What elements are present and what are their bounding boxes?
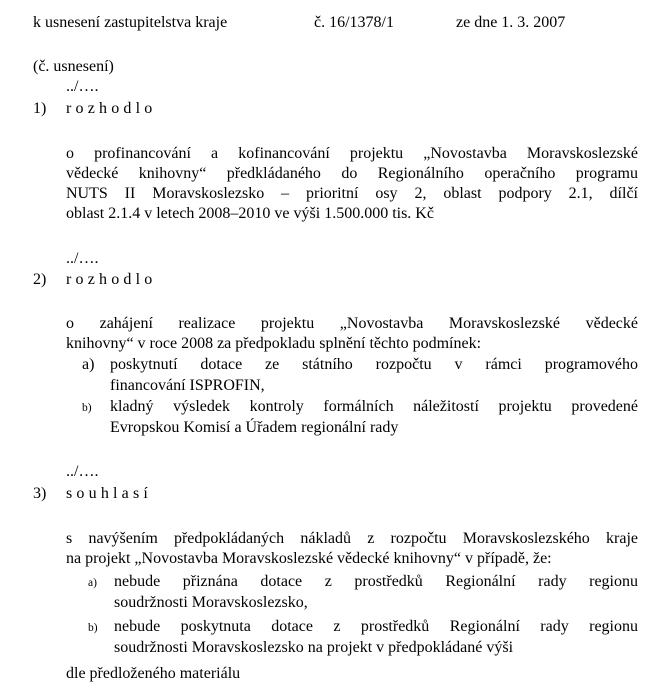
section-3-item-b-marker: b) xyxy=(88,622,98,634)
section-2-dots: ../…. xyxy=(66,250,99,267)
section-2-item-b-marker: b) xyxy=(82,402,92,414)
section-2-item-a-line-1: poskytnutí dotace ze státního rozpočtu v rámci programového xyxy=(110,356,638,373)
section-1-verb: rozhodlo xyxy=(66,100,157,117)
section-3-number: 3) xyxy=(33,485,47,502)
section-1-line-1: o profinancování a kofinancování projektu „Novostavba Moravskoslezské xyxy=(66,145,638,162)
section-2-item-b-line-2: Evropskou Komisí a Úřadem regionální rady xyxy=(110,419,399,436)
section-3-item-a-line-1: nebude přiznána dotace z prostředků Regionální rady regionu xyxy=(114,573,638,590)
section-3-item-a-line-2: soudržnosti Moravskoslezsko, xyxy=(114,594,308,611)
section-2-item-a-marker: a) xyxy=(82,356,95,373)
section-2-number: 2) xyxy=(33,271,47,288)
section-1-number: 1) xyxy=(33,100,47,117)
section-3-verb: souhlasí xyxy=(66,485,153,502)
section-1-line-3: NUTS II Moravskoslezsko – prioritní osy 2, oblast podpory 2.1, dílčí xyxy=(66,185,638,202)
section-3-item-b-line-2: soudržnosti Moravskoslezsko na projekt v předpokládané výši xyxy=(114,639,514,656)
header-number: č. 16/1378/1 xyxy=(314,14,394,31)
section-3-closing: dle předloženého materiálu xyxy=(66,665,241,682)
section-3-item-b-line-1: nebude poskytnuta dotace z prostředků Regionální rady regionu xyxy=(114,618,638,635)
section-3-line-1: s navýšením předpokládaných nákladů z rozpočtu Moravskoslezského kraje xyxy=(66,530,638,547)
section-1-dots: ../…. xyxy=(66,78,99,95)
section-2-verb: rozhodlo xyxy=(66,271,157,288)
section-3-item-a-marker: a) xyxy=(88,577,97,589)
section-3-line-2: na projekt „Novostavba Moravskoslezské vědecké knihovny“ v případě, že: xyxy=(66,550,552,567)
header-date: ze dne 1. 3. 2007 xyxy=(456,14,566,31)
section-3-dots: ../…. xyxy=(66,463,99,480)
section-2-item-a-line-2: financování ISPROFIN, xyxy=(110,377,265,394)
section-1-line-2: vědecké knihovny“ předkládaného do Regionálního operačního programu xyxy=(66,165,638,182)
section-1-line-4: oblast 2.1.4 v letech 2008–2010 ve výši 1.500.000 tis. Kč xyxy=(66,205,434,222)
header-title: k usnesení zastupitelstva kraje xyxy=(33,14,228,31)
section-2-item-b-line-1: kladný výsledek kontroly formálních náležitostí projektu provedené xyxy=(110,398,638,415)
section-2-line-2: knihovny“ v roce 2008 za předpokladu splnění těchto podmínek: xyxy=(66,335,482,352)
section-2-line-1: o zahájení realizace projektu „Novostavba Moravskoslezské vědecké xyxy=(66,315,638,332)
resolution-label: (č. usnesení) xyxy=(33,58,114,75)
